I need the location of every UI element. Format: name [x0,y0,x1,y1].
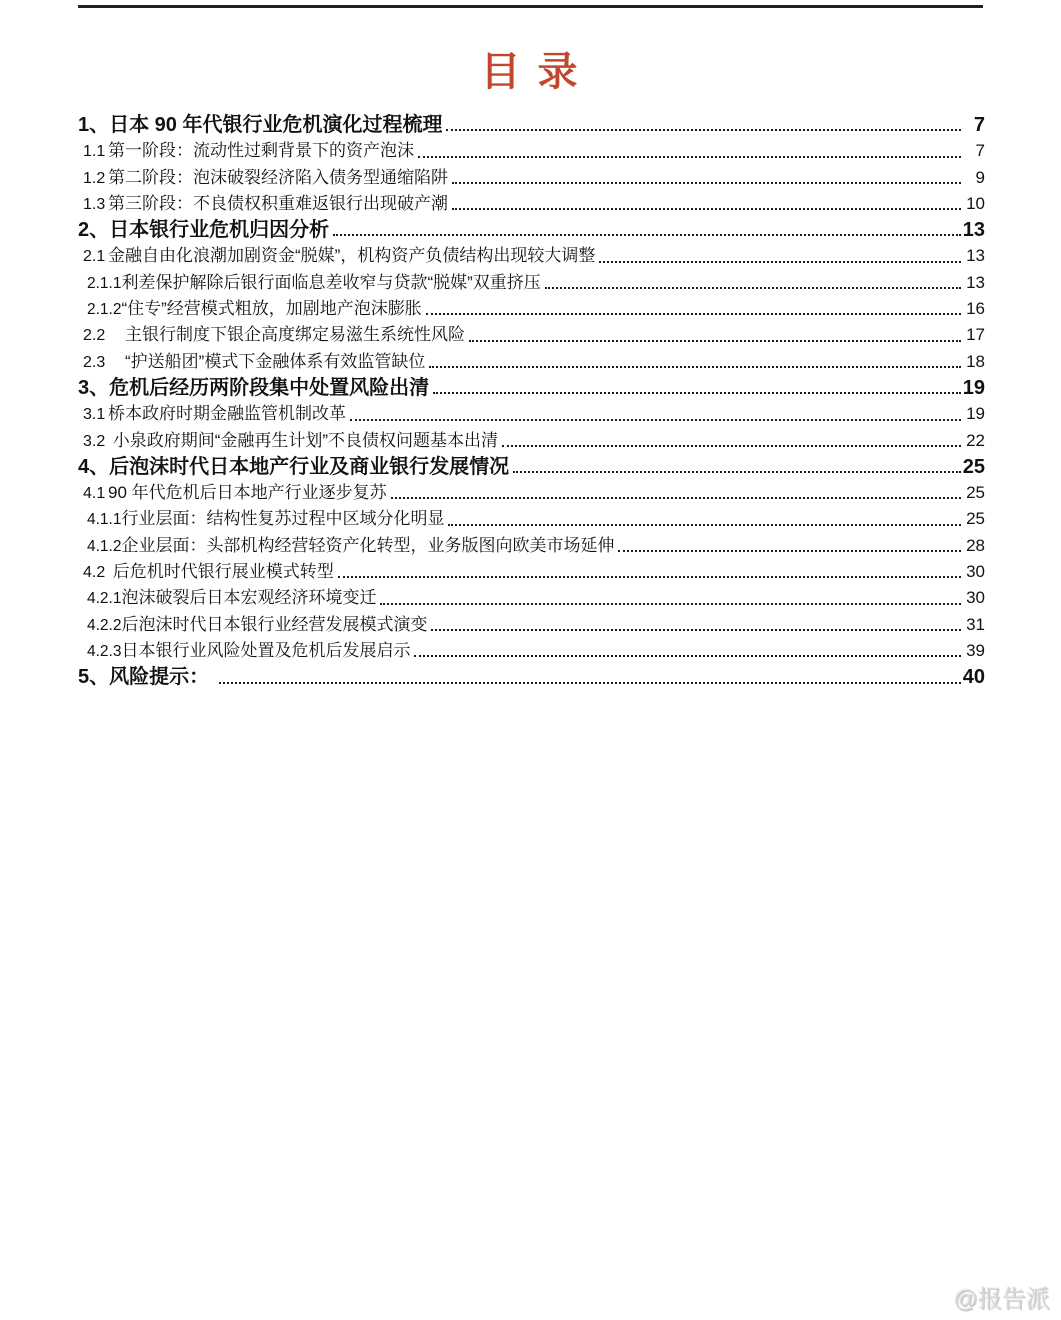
top-horizontal-rule [78,5,983,8]
toc-entry-number: 4.1.1 [87,511,122,529]
toc-entry[interactable] [78,401,985,427]
toc-entry[interactable] [78,112,985,138]
toc-entry[interactable] [78,217,985,243]
toc-leader-dots [599,261,961,263]
toc-entry-title: 第二阶段：泡沫破裂经济陷入债务型通缩陷阱 [108,167,448,187]
toc-entry-number: 2.2 [83,327,106,345]
toc-entry-page-number: 19 [966,404,985,424]
toc-leader-dots [448,524,961,526]
toc-entry[interactable] [78,612,985,638]
toc-leader-dots [431,629,961,631]
toc-entry-number: 3.1 [83,406,106,424]
toc-list [78,112,985,691]
toc-leader-dots [219,682,961,684]
toc-leader-dots [338,576,961,578]
toc-entry-number: 4.2 [83,564,106,582]
toc-entry-title: 金融自由化浪潮加剧资金“脱媒”，机构资产负债结构出现较大调整 [108,246,596,266]
toc-entry[interactable] [78,296,985,322]
toc-entry[interactable] [78,165,985,191]
toc-entry-title: 第一阶段：流动性过剩背景下的资产泡沫 [108,141,414,161]
toc-leader-dots [380,603,961,605]
page-title: 目 录 [480,50,581,94]
toc-entry-page-number: 13 [962,219,985,242]
toc-leader-dots [350,419,961,421]
toc-entry-page-number: 39 [966,640,985,660]
toc-entry-title: 利差保护解除后银行面临息差收窄与贷款“脱媒”双重挤压 [121,272,541,292]
toc-leader-dots [418,156,961,158]
toc-leader-dots [502,445,961,447]
toc-entry-number: 2.3 [83,353,106,371]
toc-entry-page-number: 22 [966,430,985,450]
toc-entry-page-number: 19 [962,376,985,399]
toc-entry-title: “住专”经营模式粗放，加剧地产泡沫膨胀 [121,299,422,319]
toc-entry-title: 第三阶段：不良债权积重难返银行出现破产潮 [108,193,448,213]
toc-entry-number: 2、 [78,219,110,242]
toc-entry-number: 1、 [78,114,110,136]
toc-entry-title: 后泡沫时代日本地产行业及商业银行发展情况 [109,455,510,478]
toc-entry[interactable] [78,585,985,611]
toc-leader-dots [452,208,961,210]
toc-entry-title: 行业层面：结构性复苏过程中区域分化明显 [121,509,445,529]
toc-entry-page-number: 16 [966,299,985,319]
toc-entry[interactable] [78,349,985,375]
toc-entry-title: 风险提示： [109,666,215,689]
toc-entry[interactable] [78,243,985,269]
toc-leader-dots [333,234,961,236]
toc-entry-number: 2.1.2 [87,301,122,319]
toc-entry-page-number: 25 [962,455,985,478]
toc-entry[interactable] [78,322,985,348]
toc-entry-page-number: 7 [975,141,985,161]
toc-entry-page-number: 25 [966,509,985,529]
toc-entry-title: 90 年代危机后日本地产行业逐步复苏 [108,483,387,503]
toc-leader-dots [513,471,961,473]
toc-entry-number: 3.2 [83,432,106,450]
toc-leader-dots [545,287,961,289]
toc-entry-page-number: 17 [966,325,985,345]
toc-entry-number: 2.1 [83,248,106,266]
toc-entry-number: 3、 [78,376,110,399]
toc-entry[interactable] [78,270,985,296]
toc-entry[interactable] [78,375,985,401]
toc-entry-title: 日本 90 年代银行业危机演化过程梳理 [109,114,443,136]
toc-entry-number: 2.1.1 [87,274,122,292]
toc-entry-title: 日本银行业风险处置及危机后发展启示 [121,640,411,660]
toc-leader-dots [414,655,961,657]
toc-entry[interactable] [78,428,985,454]
toc-entry[interactable] [78,454,985,480]
toc-entry-number: 1.3 [83,195,106,213]
toc-entry-page-number: 30 [966,562,985,582]
toc-leader-dots [433,392,961,394]
toc-leader-dots [429,366,961,368]
toc-entry[interactable] [78,138,985,164]
toc-entry-title: 危机后经历两阶段集中处置风险出清 [109,376,430,399]
toc-entry-title: 企业层面：头部机构经营轻资产化转型，业务版图向欧美市场延伸 [121,535,615,555]
toc-leader-dots [618,550,961,552]
toc-entry-title: 后泡沫时代日本银行业经营发展模式演变 [121,614,428,634]
toc-leader-dots [469,340,961,342]
toc-entry-page-number: 18 [966,351,985,371]
toc-leader-dots [391,497,961,499]
toc-entry[interactable] [78,533,985,559]
toc-entry[interactable] [78,480,985,506]
toc-entry-number: 4、 [78,455,110,478]
toc-entry-title: 桥本政府时期金融监管机制改革 [108,404,346,424]
toc-entry-title: “护送船团”模式下金融体系有效监管缺位 [108,351,426,371]
watermark: @报告派 [953,1286,1050,1313]
toc-leader-dots [446,129,961,131]
toc-entry-number: 4.1 [83,485,106,503]
toc-entry[interactable] [78,638,985,664]
toc-entry[interactable] [78,664,985,690]
toc-entry-title: 主银行制度下银企高度绑定易滋生系统性风险 [108,325,465,345]
toc-entry[interactable] [78,506,985,532]
toc-entry[interactable] [78,191,985,217]
toc-entry-title: 日本银行业危机归因分析 [109,219,330,242]
toc-leader-dots [452,182,961,184]
toc-entry-title: 泡沫破裂后日本宏观经济环境变迁 [121,588,377,608]
toc-entry-title: 小泉政府期间“金融再生计划”不良债权问题基本出清 [108,430,499,450]
toc-entry-number: 1.1 [83,143,106,161]
toc-entry-page-number: 31 [966,614,985,634]
toc-entry-page-number: 7 [973,114,985,136]
toc-entry-number: 1.2 [83,169,106,187]
toc-entry-page-number: 9 [975,167,985,187]
toc-entry-number: 4.2.3 [87,642,122,660]
toc-leader-dots [426,313,961,315]
toc-entry-number: 5、 [78,666,110,689]
toc-entry-number: 4.1.2 [87,537,122,555]
toc-entry-page-number: 28 [966,535,985,555]
toc-entry-number: 4.2.1 [87,590,122,608]
toc-entry-page-number: 40 [962,666,985,689]
toc-entry[interactable] [78,559,985,585]
toc-entry-title: 后危机时代银行展业模式转型 [108,562,334,582]
toc-entry-page-number: 13 [966,272,985,292]
toc-entry-page-number: 10 [966,193,985,213]
toc-entry-number: 4.2.2 [87,616,122,634]
toc-entry-page-number: 25 [966,483,985,503]
toc-entry-page-number: 30 [966,588,985,608]
toc-entry-page-number: 13 [966,246,985,266]
